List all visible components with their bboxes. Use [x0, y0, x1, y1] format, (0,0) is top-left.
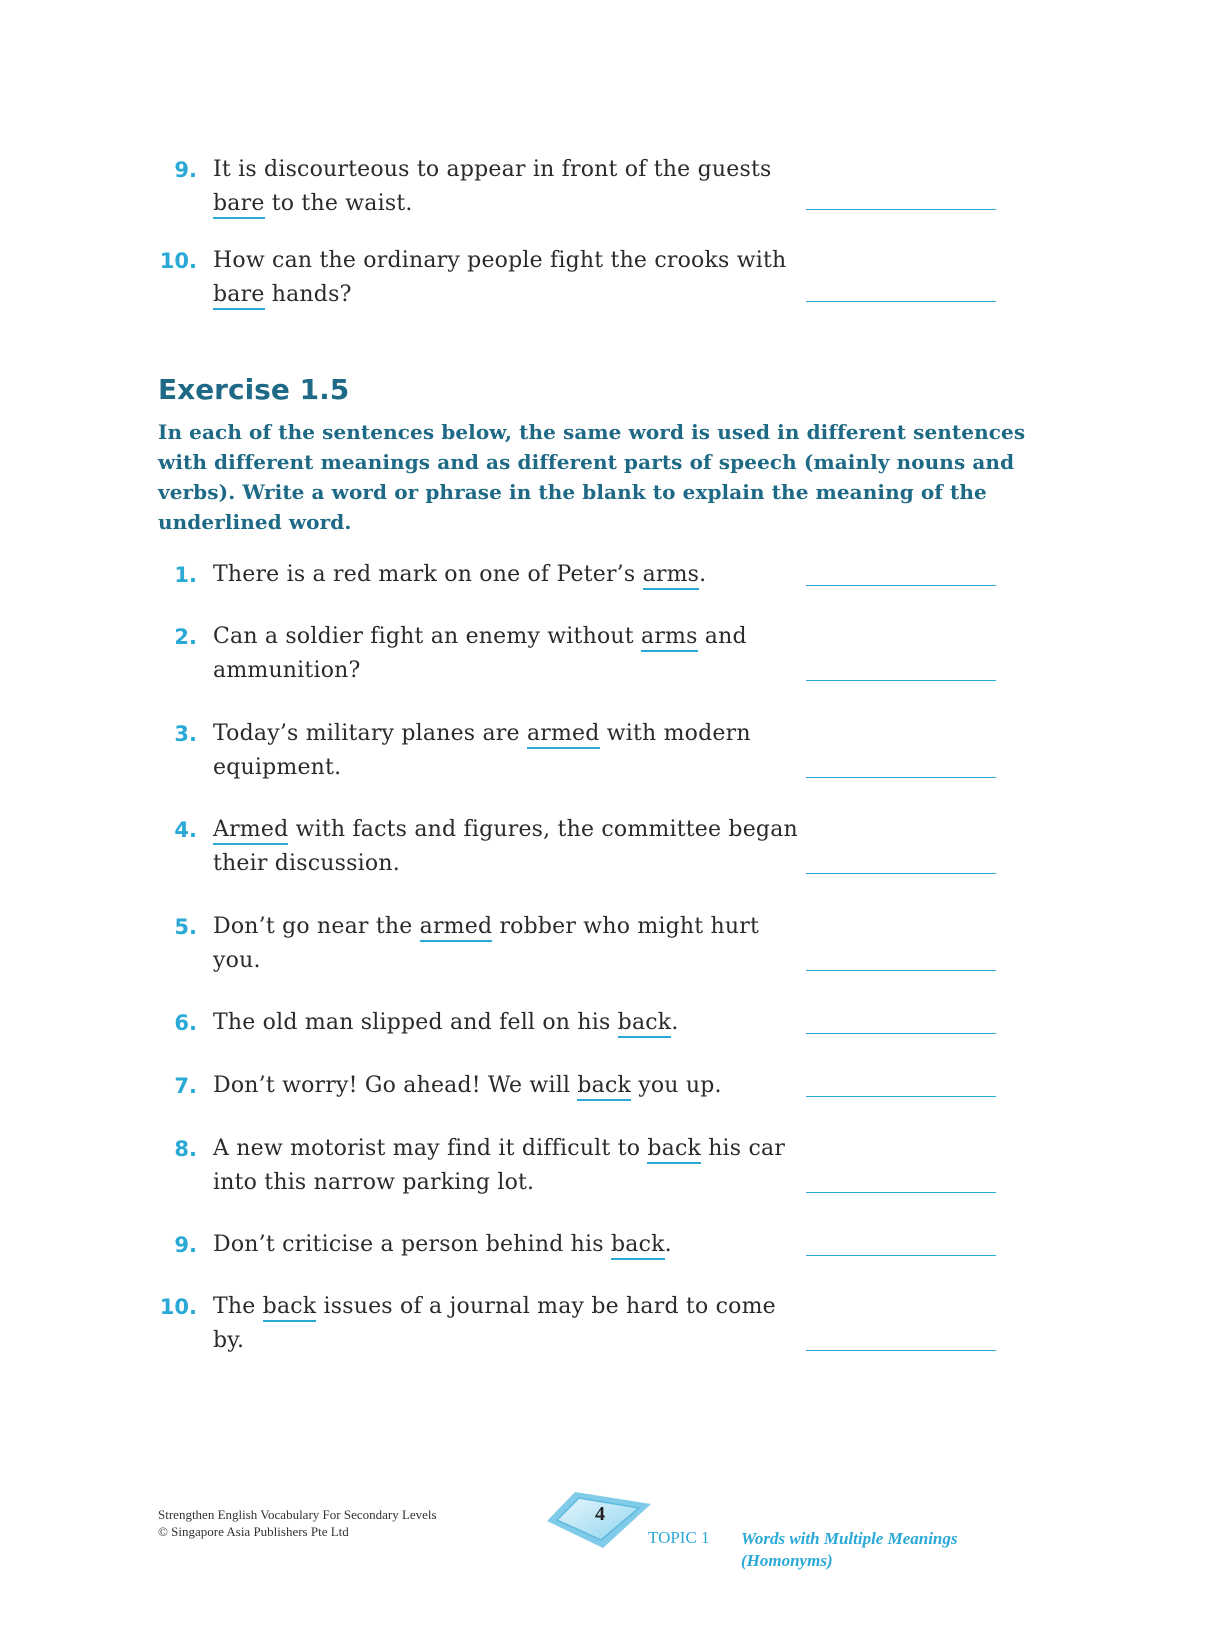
- underlined-word: Armed: [213, 817, 288, 845]
- answer-blank[interactable]: [806, 1033, 996, 1034]
- question-number: 1.: [174, 563, 197, 587]
- answer-blank[interactable]: [806, 970, 996, 971]
- question-number: 7.: [174, 1074, 197, 1098]
- answer-blank[interactable]: [806, 1192, 996, 1193]
- question-number: 9.: [174, 1233, 197, 1257]
- question-number: 8.: [174, 1137, 197, 1161]
- question-sentence: A new motorist may find it difficult to back his car into this narrow parking lot.: [213, 1136, 786, 1195]
- topic-title: Words with Multiple Meanings (Homonyms): [741, 1529, 958, 1570]
- answer-blank[interactable]: [806, 1350, 996, 1351]
- question-sentence: It is discourteous to appear in front of the guests bare to the waist.: [213, 153, 803, 221]
- underlined-word: back: [611, 1232, 665, 1260]
- underlined-word: armed: [420, 914, 493, 942]
- underlined-word: back: [647, 1136, 701, 1164]
- exercise-instructions: In each of the sentences below, the same word is used in different sentences with different meanings and as different parts of speech (mainly nouns and verbs). Write a word or phrase in the blank to explain the meaning of the underlined word.: [158, 420, 1026, 534]
- book-title: Strengthen English Vocabulary For Secondary Levels: [158, 1507, 437, 1522]
- answer-blank[interactable]: [806, 873, 996, 874]
- question-sentence: Armed with facts and figures, the committee began their discussion.: [213, 817, 798, 876]
- question-number: 6.: [174, 1011, 197, 1035]
- underlined-word: arms: [643, 562, 700, 590]
- underlined-word: back: [618, 1010, 672, 1038]
- question-number: 5.: [174, 915, 197, 939]
- answer-blank[interactable]: [806, 1096, 996, 1097]
- underlined-word: bare: [213, 282, 265, 310]
- answer-blank[interactable]: [806, 585, 996, 586]
- answer-blank[interactable]: [806, 680, 996, 681]
- underlined-word: back: [263, 1294, 317, 1322]
- question-number: 10.: [159, 249, 197, 273]
- question-sentence: Don’t criticise a person behind his back.: [213, 1228, 803, 1262]
- question-number: 2.: [174, 625, 197, 649]
- question-sentence: The back issues of a journal may be hard to come by.: [213, 1294, 776, 1353]
- question-sentence: Don’t go near the armed robber who might hurt you.: [213, 914, 760, 973]
- question-sentence: Today’s military planes are armed with modern equipment.: [213, 721, 751, 780]
- question-sentence: The old man slipped and fell on his back.: [213, 1006, 803, 1040]
- question-number: 4.: [174, 818, 197, 842]
- answer-blank[interactable]: [806, 209, 996, 210]
- question-sentence: Can a soldier fight an enemy without arms and ammunition?: [213, 624, 747, 683]
- copyright: © Singapore Asia Publishers Pte Ltd: [158, 1524, 349, 1539]
- underlined-word: back: [577, 1073, 631, 1101]
- question-number: 9.: [174, 158, 197, 182]
- question-sentence: How can the ordinary people fight the crooks with bare hands?: [213, 244, 803, 312]
- question-sentence: Don’t worry! Go ahead! We will back you up.: [213, 1069, 803, 1103]
- underlined-word: arms: [641, 624, 698, 652]
- answer-blank[interactable]: [806, 1255, 996, 1256]
- answer-blank[interactable]: [806, 777, 996, 778]
- underlined-word: armed: [527, 721, 600, 749]
- page-number: 4: [595, 1503, 605, 1525]
- question-number: 10.: [159, 1295, 197, 1319]
- answer-blank[interactable]: [806, 301, 996, 302]
- question-number: 3.: [174, 722, 197, 746]
- exercise-title: Exercise 1.5: [158, 373, 350, 406]
- question-sentence: There is a red mark on one of Peter’s arms.: [213, 558, 803, 592]
- footer-book-info: [158, 1506, 437, 1540]
- underlined-word: bare: [213, 191, 265, 219]
- topic-label: TOPIC 1: [648, 1528, 710, 1547]
